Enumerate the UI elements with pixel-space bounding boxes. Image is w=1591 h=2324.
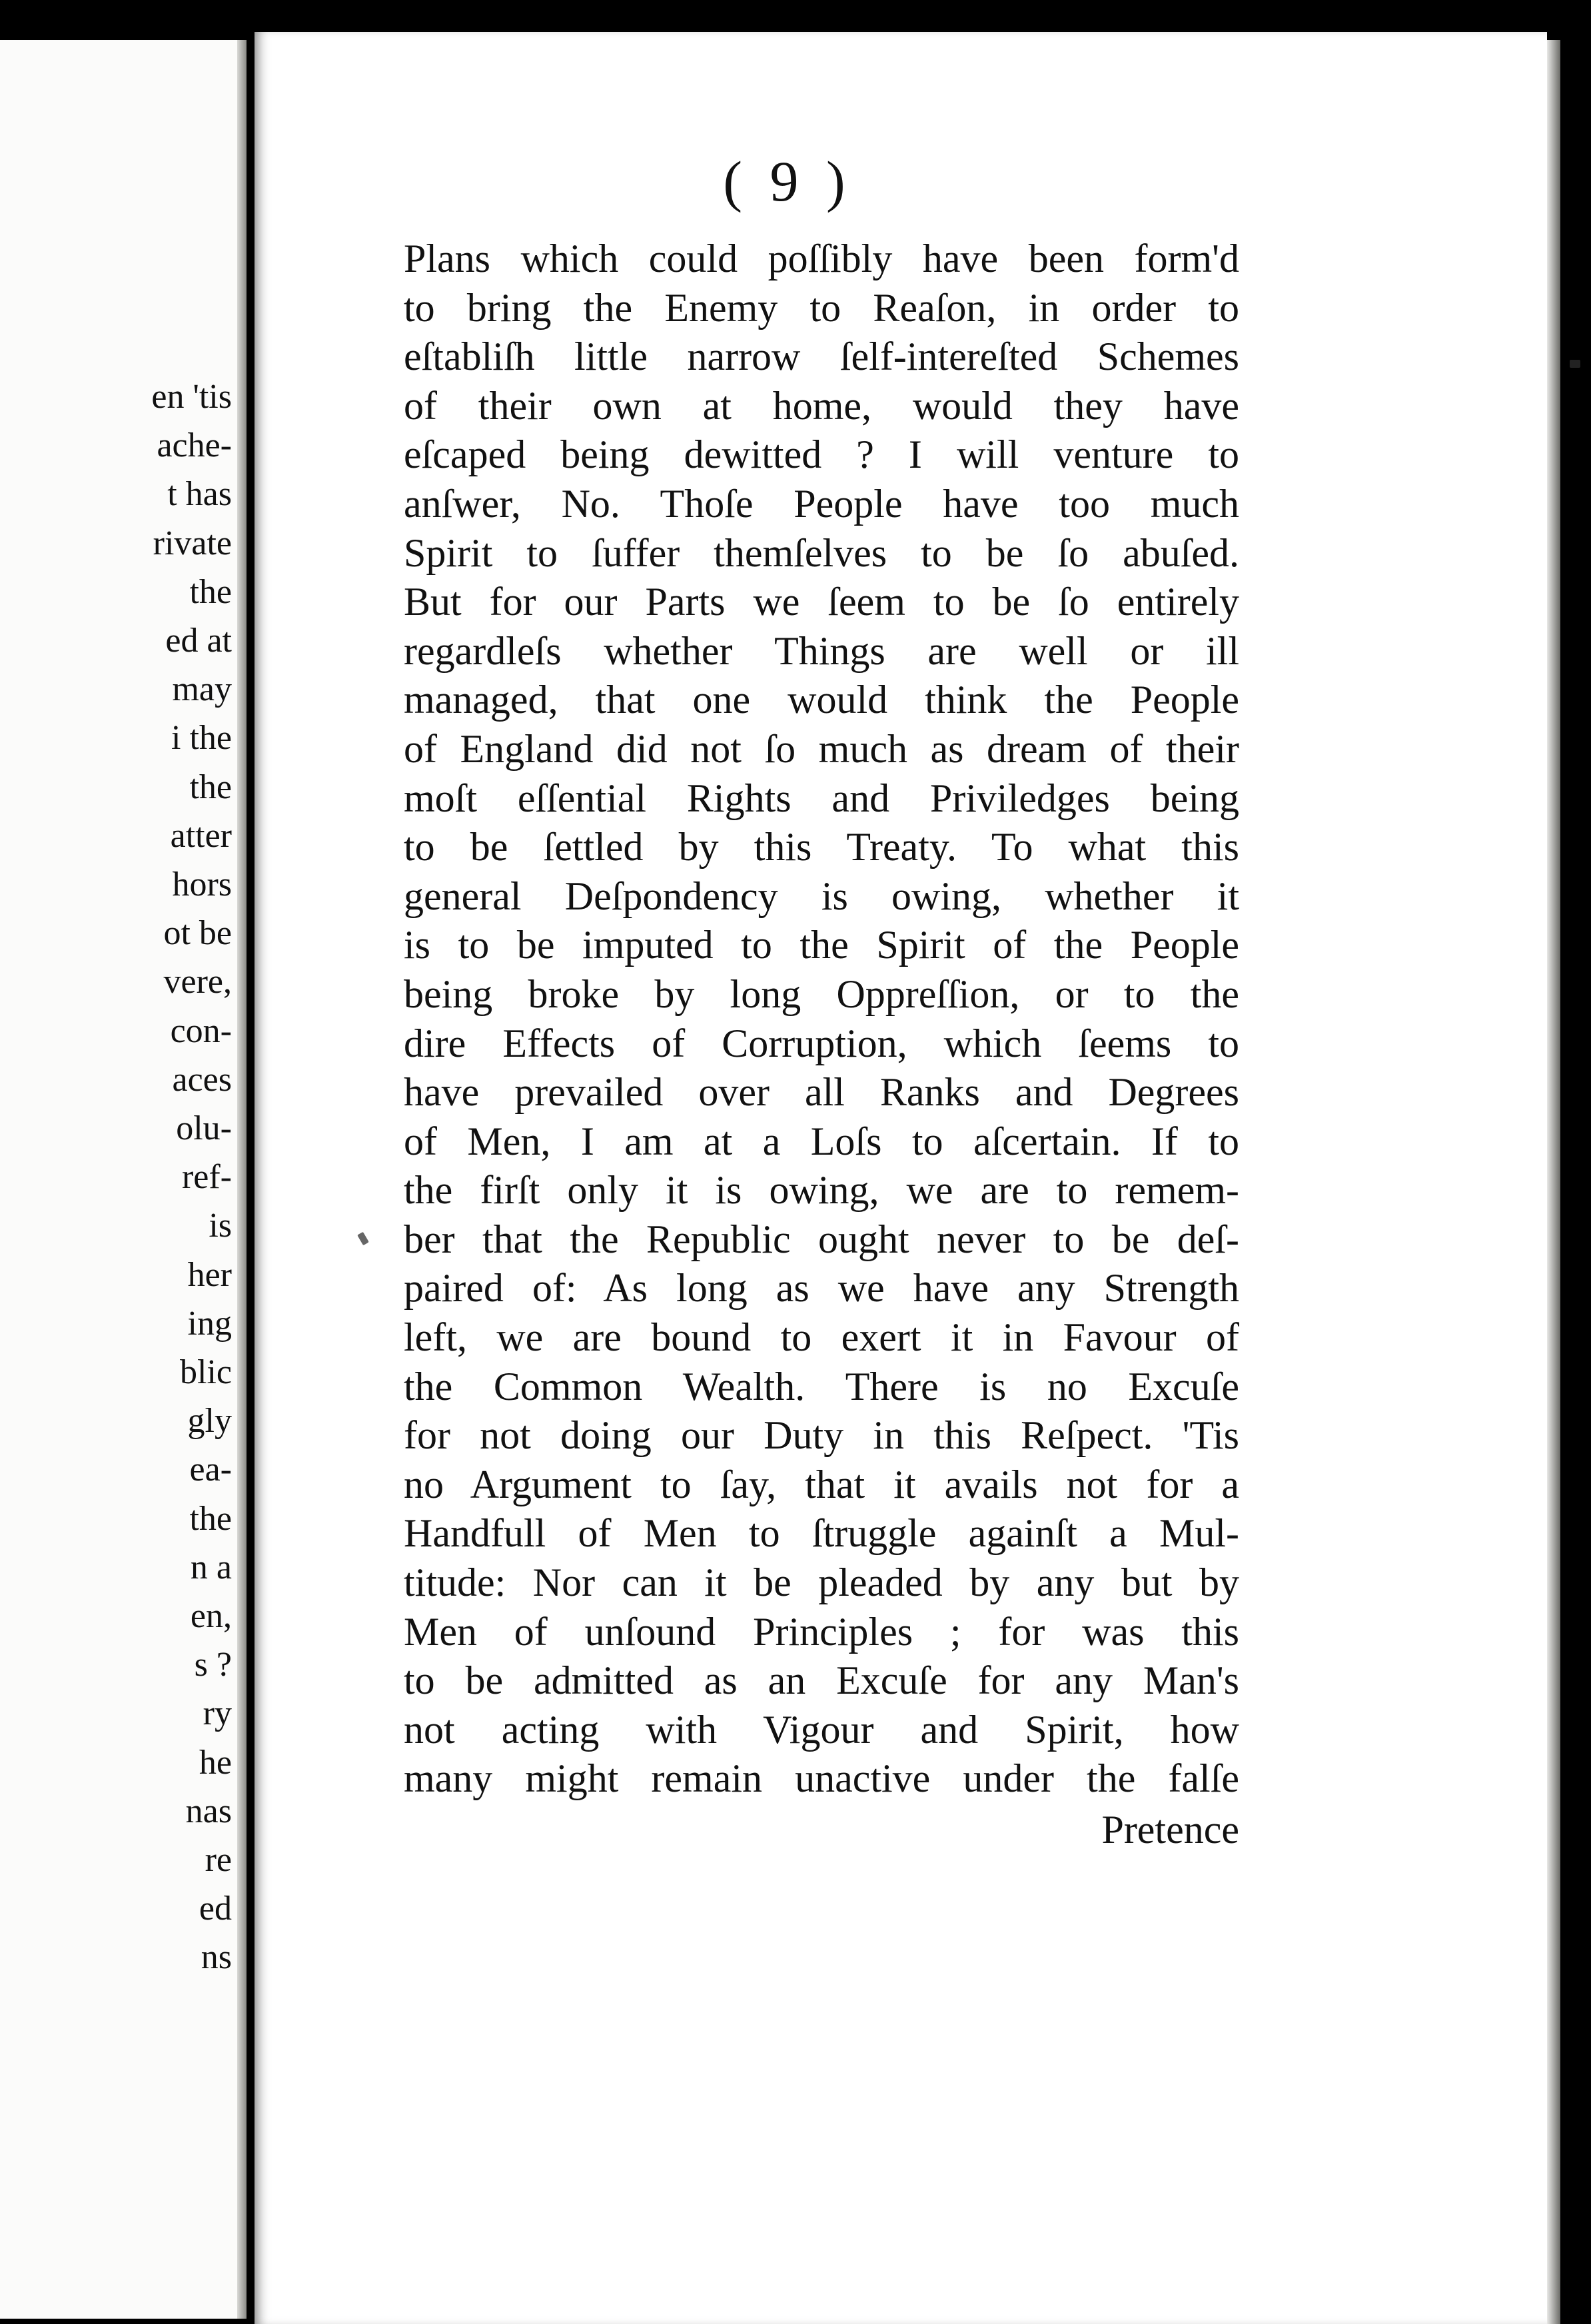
text-line: But for our Parts we ſeem to be ſo entirely	[404, 580, 1239, 624]
left-text-fragment: the	[189, 572, 232, 611]
left-text-fragment: he	[199, 1743, 232, 1782]
left-text-fragment: i the	[171, 719, 232, 758]
left-text-fragment: may	[172, 670, 232, 709]
text-line: is to be imputed to the Spirit of the People	[404, 923, 1239, 967]
text-line: Handfull of Men to ſtruggle againſt a Mul-	[404, 1511, 1239, 1556]
text-line: eſtabliſh little narrow ſelf-intereſted Schemes	[404, 334, 1239, 379]
left-text-fragment: ed at	[165, 622, 232, 660]
text-line: being broke by long Oppreſſion, or to the	[404, 971, 1239, 1016]
text-line: Men of unſound Principles ; for was this	[404, 1609, 1239, 1654]
text-line: anſwer, No. Thoſe People have too much	[404, 481, 1239, 526]
text-line: to be ſettled by this Treaty. To what this	[404, 825, 1239, 870]
left-text-fragment: gly	[187, 1402, 232, 1441]
left-text-fragment: aces	[172, 1060, 232, 1099]
text-line: for not doing our Duty in this Reſpect. 'Tis	[404, 1413, 1239, 1458]
catchword: Pretence	[1101, 1808, 1239, 1852]
left-text-fragment: vere,	[163, 963, 232, 1001]
left-text-fragment: ing	[187, 1304, 232, 1343]
left-text-fragment: en 'tis	[151, 378, 232, 416]
left-text-fragment: ea-	[189, 1451, 232, 1489]
text-line: have prevailed over all Ranks and Degrees	[404, 1070, 1239, 1115]
left-text-fragment: ns	[201, 1938, 232, 1977]
text-line: Plans which could poſſibly have been form'd	[404, 237, 1239, 281]
text-line: paired of: As long as we have any Strength	[404, 1266, 1239, 1311]
left-text-fragment: en,	[190, 1597, 232, 1635]
text-line: titude: Nor can it be pleaded by any but by	[404, 1560, 1239, 1605]
text-line: not acting with Vigour and Spirit, how	[404, 1707, 1239, 1752]
ink-mark	[1570, 360, 1580, 368]
left-text-fragment: ed	[199, 1890, 232, 1928]
text-line: to be admitted as an Excuſe for any Man's	[404, 1658, 1239, 1703]
left-text-fragment: her	[187, 1255, 232, 1294]
text-line: left, we are bound to exert it in Favour of	[404, 1315, 1239, 1360]
text-line: the firſt only it is owing, we are to remem-	[404, 1168, 1239, 1213]
text-line: of Men, I am at a Loſs to aſcertain. If to	[404, 1119, 1239, 1163]
left-text-fragment: ache-	[157, 426, 232, 465]
text-line: Spirit to ſuffer themſelves to be ſo abuſed.	[404, 530, 1239, 575]
left-text-fragment: is	[209, 1207, 232, 1245]
left-text-fragment: hors	[172, 866, 232, 903]
text-line: regardleſs whether Things are well or ill	[404, 628, 1239, 673]
text-line: of their own at home, would they have	[404, 383, 1239, 428]
text-line: ber that the Republic ought never to be deſ-	[404, 1217, 1239, 1261]
body-text	[404, 235, 1239, 1804]
text-line: eſcaped being dewitted ? I will venture to	[404, 432, 1239, 477]
left-text-fragment: re	[205, 1841, 232, 1879]
text-line: to bring the Enemy to Reaſon, in order to	[404, 285, 1239, 330]
text-line: many might remain unactive under the falſe	[404, 1756, 1239, 1801]
left-text-fragment: atter	[170, 816, 232, 855]
left-text-fragment: blic	[180, 1353, 232, 1391]
left-text-fragment: n a	[190, 1548, 232, 1586]
text-line: moſt eſſential Rights and Priviledges being	[404, 776, 1239, 820]
left-text-fragment: ref-	[181, 1158, 232, 1197]
left-text-fragment: rivate	[153, 524, 232, 562]
text-line: no Argument to ſay, that it avails not for a	[404, 1462, 1239, 1506]
page-edge	[1547, 40, 1560, 2324]
left-text-fragment: the	[189, 1499, 232, 1538]
left-text-fragment: the	[189, 768, 232, 806]
left-facing-page	[0, 40, 247, 2319]
text-line: of England did not ſo much as dream of their	[404, 726, 1239, 771]
text-line: the Common Wealth. There is no Excuſe	[404, 1364, 1239, 1409]
left-text-fragment: ot be	[163, 914, 232, 953]
text-line: dire Effects of Corruption, which ſeems to	[404, 1021, 1239, 1065]
text-line: general Deſpondency is owing, whether it	[404, 873, 1239, 918]
left-text-fragment: t has	[167, 475, 232, 514]
left-text-fragment: con-	[170, 1011, 232, 1050]
left-text-fragment: ry	[203, 1694, 232, 1733]
left-text-fragment: olu-	[176, 1109, 232, 1147]
left-text-fragment: s ?	[194, 1646, 232, 1684]
page-gutter	[237, 40, 247, 2319]
page-number: ( 9 )	[723, 149, 852, 213]
left-text-fragment: nas	[185, 1792, 232, 1830]
text-line: managed, that one would think the People	[404, 678, 1239, 722]
